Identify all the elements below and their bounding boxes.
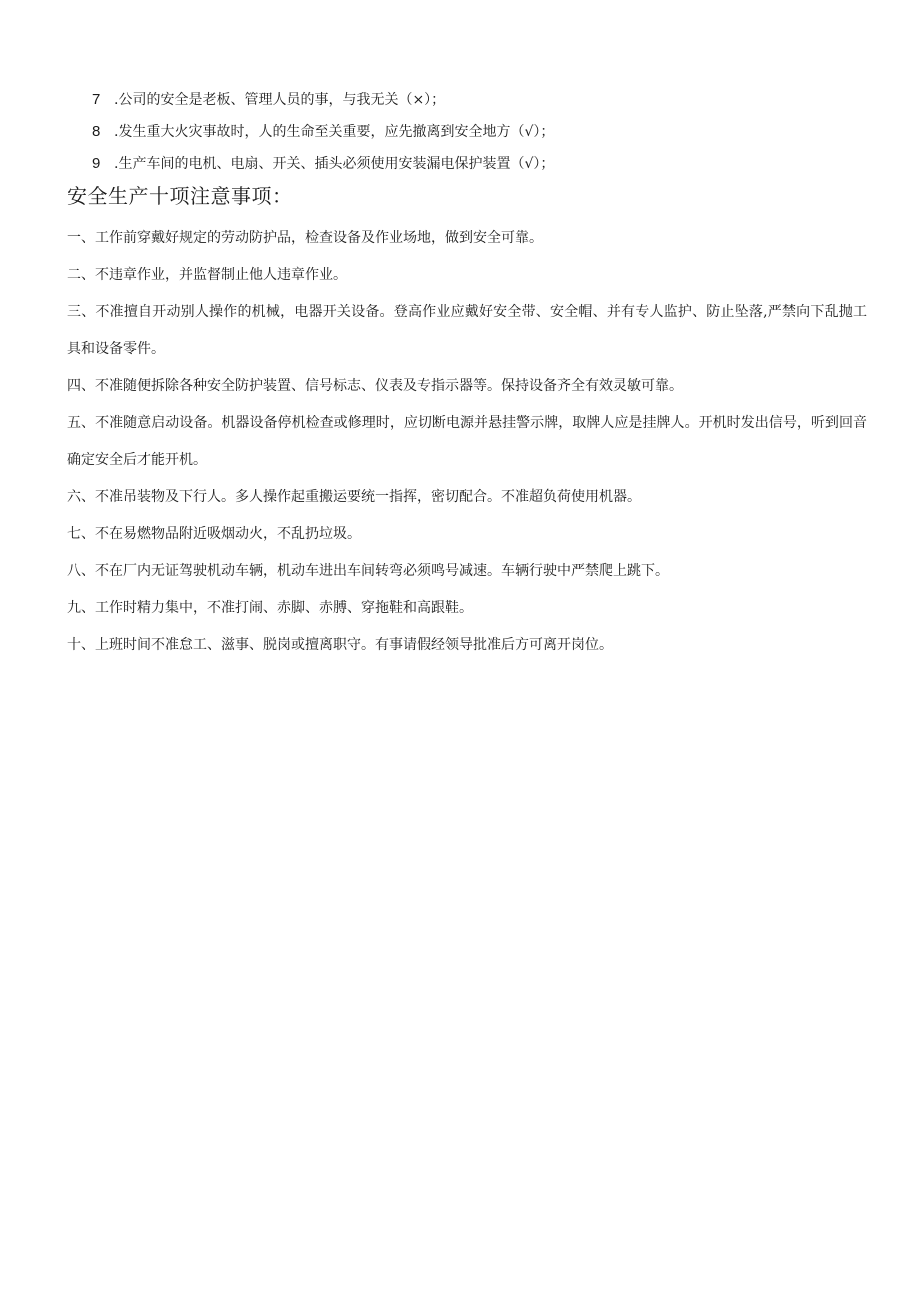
safety-rule: 三、不准擅自开动别人操作的机械，电器开关设备。登高作业应戴好安全带、安全帽、并有专人监护、防止坠落,严禁向下乱抛工具和设备零件。 [67,304,867,357]
section-title: 安全生产十项注意事项： [67,184,293,208]
quiz-item-number: 8 [92,123,101,140]
safety-rule: 七、不在易燃物品附近吸烟动火，不乱扔垃圾。 [67,526,361,542]
quiz-item-text: .公司的安全是老板、管理人员的事，与我无关（×）； [114,92,446,108]
safety-rule: 十、上班时间不准怠工、滋事、脱岗或擅离职守。有事请假经领导批准后方可离开岗位。 [67,637,613,653]
safety-rule: 一、工作前穿戴好规定的劳动防护品，检查设备及作业场地，做到安全可靠。 [67,230,543,246]
quiz-item-text: .发生重大火灾事故时，人的生命至关重要，应先撤离到安全地方（√）； [114,124,555,140]
quiz-item [92,84,872,116]
safety-rules-list [67,220,867,664]
safety-rule: 九、工作时精力集中，不准打闹、赤脚、赤膊、穿拖鞋和高跟鞋。 [67,600,473,616]
safety-rule: 六、不准吊装物及下行人。多人操作起重搬运要统一指挥，密切配合。不准超负荷使用机器。 [67,489,641,505]
quiz-item [92,116,872,148]
quiz-item-number: 9 [92,155,101,172]
quiz-list [92,84,872,180]
safety-rule: 二、不违章作业，并监督制止他人违章作业。 [67,267,347,283]
safety-rule: 五、不准随意启动设备。机器设备停机检查或修理时，应切断电源并悬挂警示牌，取牌人应是挂牌人。开机时发出信号，听到回音确定安全后才能开机。 [67,415,867,468]
safety-rule: 八、不在厂内无证驾驶机动车辆，机动车进出车间转弯必须鸣号减速。车辆行驶中严禁爬上跳下。 [67,563,669,579]
quiz-item [92,148,872,180]
safety-rule: 四、不准随便拆除各种安全防护装置、信号标志、仪表及专指示器等。保持设备齐全有效灵敏可靠。 [67,378,683,394]
quiz-item-number: 7 [92,91,101,108]
quiz-item-text: .生产车间的电机、电扇、开关、插头必须使用安装漏电保护装置（√）； [114,156,555,172]
